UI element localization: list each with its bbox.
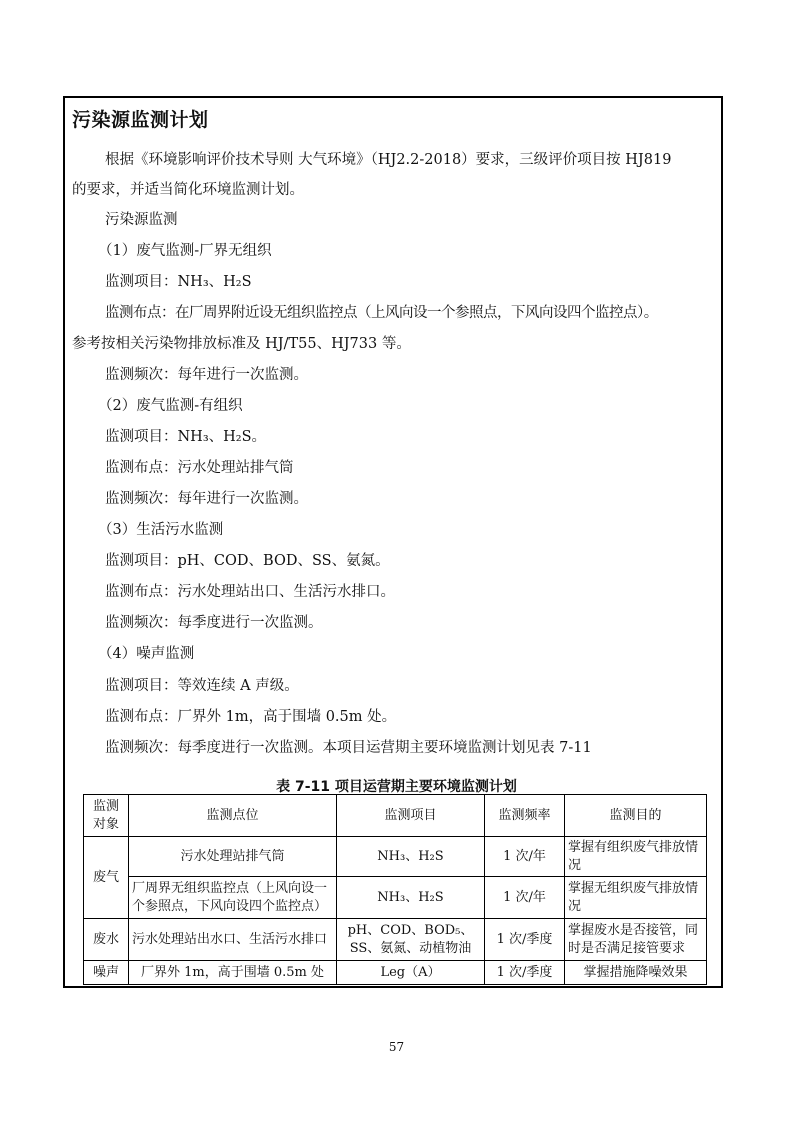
s4-freq: 监测频次：每季度进行一次监测。本项目运营期主要环境监测计划见表 7-11 xyxy=(105,740,592,756)
cell-freq: 1 次/季度 xyxy=(485,919,565,961)
s1-point-line-2: 参考按相关污染物排放标准及 HJ/T55、HJ733 等。 xyxy=(72,336,411,352)
intro-line-2: 的要求，并适当简化环境监测计划。 xyxy=(72,182,304,198)
table-row xyxy=(84,961,707,985)
cell-point: 厂周界无组织监控点（上风向设一个参照点，下风向设四个监控点） xyxy=(129,877,337,919)
cell-purpose: 掌握措施降噪效果 xyxy=(565,961,707,985)
subheading: 污染源监测 xyxy=(105,212,178,228)
cell-purpose: 掌握废水是否接管，同时是否满足接管要求 xyxy=(565,919,707,961)
cell-object: 废气 xyxy=(84,837,129,919)
s2-point: 监测布点：污水处理站排气筒 xyxy=(105,460,294,476)
s4-item: 监测项目：等效连续 A 声级。 xyxy=(105,678,299,694)
table-caption: 表 7-11 项目运营期主要环境监测计划 xyxy=(276,779,517,795)
monitoring-plan-table xyxy=(83,794,707,985)
cell-purpose: 掌握无组织废气排放情况 xyxy=(565,877,707,919)
cell-freq: 1 次/季度 xyxy=(485,961,565,985)
s4-point: 监测布点：厂界外 1m，高于围墙 0.5m 处。 xyxy=(105,709,397,725)
header-object: 监测对象 xyxy=(84,795,129,837)
s1-item: 监测项目：NH₃、H₂S xyxy=(105,274,252,290)
header-freq: 监测频率 xyxy=(485,795,565,837)
cell-item: NH₃、H₂S xyxy=(337,877,485,919)
table-row xyxy=(84,837,707,877)
s4-title: （4）噪声监测 xyxy=(98,646,195,662)
header-purpose: 监测目的 xyxy=(565,795,707,837)
cell-point: 厂界外 1m，高于围墙 0.5m 处 xyxy=(129,961,337,985)
s3-freq: 监测频次：每季度进行一次监测。 xyxy=(105,615,323,631)
cell-point: 污水处理站排气筒 xyxy=(129,837,337,877)
s1-title: （1）废气监测-厂界无组织 xyxy=(98,243,272,259)
s1-point-line-1: 监测布点：在厂周界附近设无组织监控点（上风向设一个参照点，下风向设四个监控点）。 xyxy=(105,305,658,321)
page-number: 57 xyxy=(388,1040,405,1054)
s3-title: （3）生活污水监测 xyxy=(98,522,224,538)
s2-title: （2）废气监测-有组织 xyxy=(98,398,243,414)
cell-item: Leg（A） xyxy=(337,961,485,985)
cell-purpose: 掌握有组织废气排放情况 xyxy=(565,837,707,877)
cell-point: 污水处理站出水口、生活污水排口 xyxy=(129,919,337,961)
section-title: 污染源监测计划 xyxy=(72,109,209,131)
table-header-row xyxy=(84,795,707,837)
cell-item: NH₃、H₂S xyxy=(337,837,485,877)
cell-object: 废水 xyxy=(84,919,129,961)
cell-freq: 1 次/年 xyxy=(485,837,565,877)
cell-item: pH、COD、BOD₅、SS、氨氮、动植物油 xyxy=(337,919,485,961)
s3-item: 监测项目：pH、COD、BOD、SS、氨氮。 xyxy=(105,553,390,569)
s1-freq: 监测频次：每年进行一次监测。 xyxy=(105,367,308,383)
cell-freq: 1 次/年 xyxy=(485,877,565,919)
s2-item: 监测项目：NH₃、H₂S。 xyxy=(105,429,267,445)
table-row xyxy=(84,919,707,961)
intro-line-1: 根据《环境影响评价技术导则 大气环境》（HJ2.2-2018）要求，三级评价项目按 HJ819 xyxy=(105,152,672,168)
cell-object: 噪声 xyxy=(84,961,129,985)
s3-point: 监测布点：污水处理站出口、生活污水排口。 xyxy=(105,584,395,600)
header-point: 监测点位 xyxy=(129,795,337,837)
header-item: 监测项目 xyxy=(337,795,485,837)
s2-freq: 监测频次：每年进行一次监测。 xyxy=(105,491,308,507)
table-row xyxy=(84,877,707,919)
